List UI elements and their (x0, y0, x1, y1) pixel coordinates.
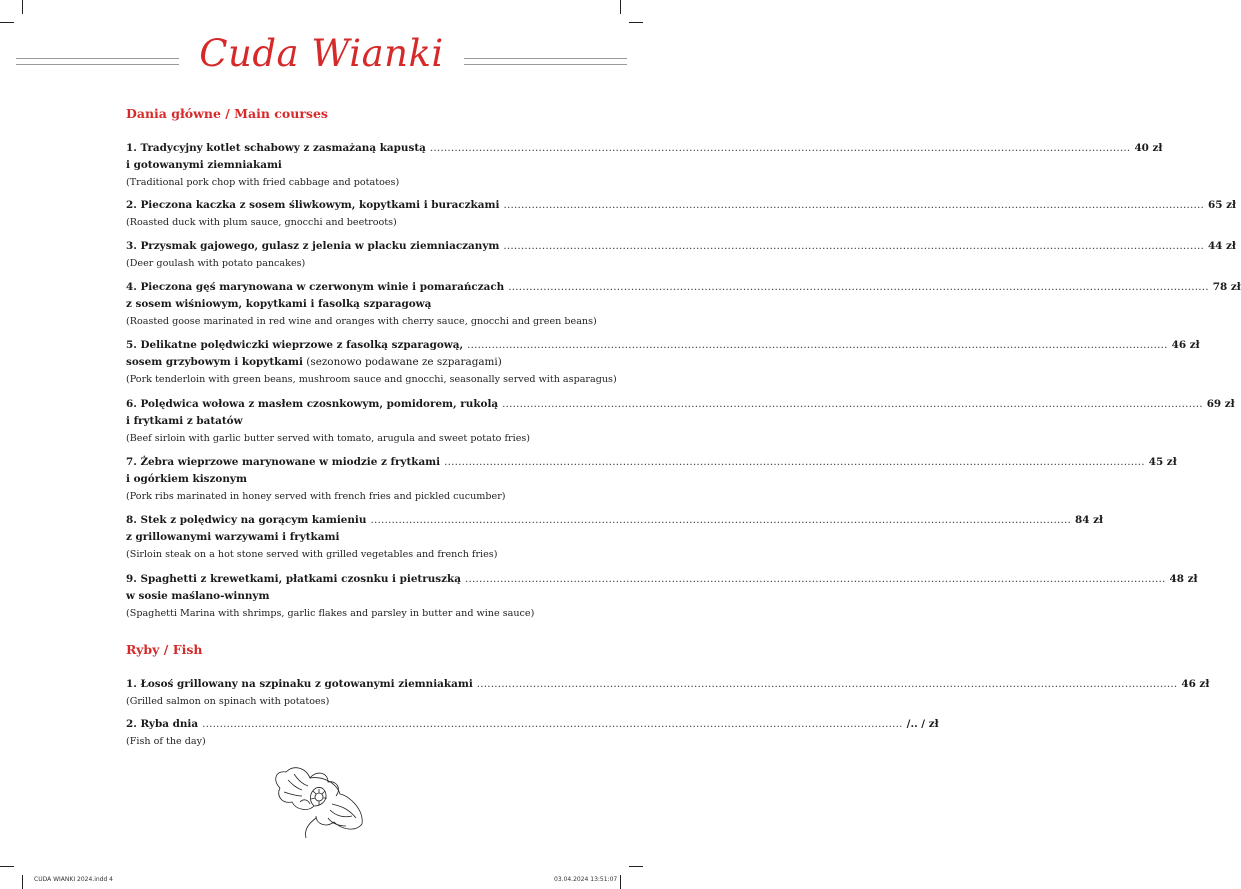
menu-item-line (126, 454, 1177, 471)
dish-translation: (Pork ribs marinated in honey served with french fries and pickled cucumber) (126, 491, 506, 502)
leader-dots: ........................................................................................................................................................................................................ (503, 199, 1205, 211)
leader-dots: ........................................................................................................................................................................................................ (503, 240, 1204, 252)
dish-price: 65 zł (1208, 199, 1236, 211)
menu-item (126, 140, 1163, 191)
dish-translation: (Sirloin steak on a hot stone served with grilled vegetables and french fries) (126, 549, 498, 560)
dish-name: 8. Stek z polędwicy na gorącym kamieniu (126, 514, 367, 526)
menu-item (126, 676, 1210, 710)
leader-dots: ........................................................................................................................................................................................................ (508, 281, 1209, 293)
dish-price: 46 zł (1171, 339, 1200, 351)
dish-price: 44 zł (1207, 240, 1236, 252)
dish-translation: (Pork tenderloin with green beans, mushroom sauce and gnocchi, seasonally served with asparagus) (126, 374, 617, 385)
dish-name-line2: i ogórkiem kiszonym (126, 473, 247, 485)
dish-name: 4. Pieczona gęś marynowana w czerwonym winie i pomarańczach (126, 281, 505, 293)
dish-price: 45 zł (1148, 456, 1177, 468)
dish-translation: (Spaghetti Marina with shrimps, garlic flakes and parsley in butter and wine sauce) (126, 608, 535, 619)
dish-name-cont (126, 588, 552, 605)
menu-item-line (126, 197, 1236, 214)
dish-name: 3. Przysmak gajowego, gulasz z jelenia w placku ziemniaczanym (126, 240, 500, 252)
leader-dots: ........................................................................................................................................................................................................ (444, 456, 1145, 468)
dish-name-cont (126, 354, 552, 371)
menu-item (126, 337, 1200, 388)
menu-item-line (126, 396, 1235, 413)
menu-item (126, 238, 1236, 272)
dish-price: /.. / zł (906, 718, 939, 730)
dish-price: 40 zł (1134, 142, 1163, 154)
crop-mark (22, 0, 23, 14)
dish-name-cont (126, 471, 552, 488)
brand-logo: Cuda Wianki (199, 32, 444, 75)
dish-name-line2: i gotowanymi ziemniakami (126, 159, 282, 171)
dish-translation: (Deer goulash with potato pancakes) (126, 258, 306, 269)
menu-item-line (126, 337, 1200, 354)
dish-name-line2: z grillowanymi warzywami i frytkami (126, 531, 340, 543)
dish-price: 84 zł (1075, 514, 1103, 526)
menu-item-line (126, 716, 939, 733)
menu-item (126, 716, 939, 750)
crop-mark (0, 866, 14, 867)
menu-item (126, 279, 1241, 330)
crop-mark (620, 0, 621, 14)
dish-name-line2: z sosem wiśniowym, kopytkami i fasolką szparagową (126, 298, 432, 310)
crop-mark (620, 875, 621, 889)
leader-dots: ........................................................................................................................................................................................................ (370, 514, 1072, 526)
menu-item (126, 197, 1236, 231)
menu-item (126, 512, 1103, 563)
dish-translation: (Grilled salmon on spinach with potatoes) (126, 696, 330, 707)
footer-timestamp: 03.04.2024 13:51:07 (554, 876, 618, 883)
dish-translation: (Fish of the day) (126, 736, 206, 747)
poppy-flower-icon (270, 760, 370, 840)
crop-mark (0, 22, 14, 23)
section-title-fish: Ryby / Fish (126, 642, 203, 657)
dish-name-line2: sosem grzybowym i kopytkami (126, 356, 303, 368)
dish-name-cont (126, 296, 552, 313)
leader-dots: ........................................................................................................................................................................................................ (467, 339, 1168, 351)
dish-name-cont (126, 529, 552, 546)
dish-name-line2: i frytkami z batatów (126, 415, 243, 427)
crop-mark (629, 866, 643, 867)
footer-file: CUDA WIANKI 2024.indd 4 (34, 876, 114, 883)
dish-name-line2: w sosie maślano-winnym (126, 590, 270, 602)
crop-mark (629, 22, 643, 23)
dish-price: 78 zł (1212, 281, 1241, 293)
menu-item-line (126, 140, 1163, 157)
menu-item-line (126, 279, 1241, 296)
dish-name: 5. Delikatne polędwiczki wieprzowe z fasolką szparagową, (126, 339, 464, 351)
dish-name-cont (126, 413, 552, 430)
dish-note: (sezonowo podawane ze szparagami) (303, 356, 502, 368)
dish-name: 1. Tradycyjny kotlet schabowy z zasmażaną kapustą (126, 142, 426, 154)
menu-item (126, 454, 1177, 505)
leader-dots: ........................................................................................................................................................................................................ (202, 718, 903, 730)
leader-dots: ........................................................................................................................................................................................................ (476, 678, 1178, 690)
menu-item-line (126, 571, 1198, 588)
dish-price: 48 zł (1169, 573, 1198, 585)
menu-item (126, 396, 1235, 447)
leader-dots: ........................................................................................................................................................................................................ (502, 398, 1203, 410)
dish-name: 9. Spaghetti z krewetkami, płatkami czosnku i pietruszką (126, 573, 461, 585)
dish-translation: (Beef sirloin with garlic butter served with tomato, arugula and sweet potato fries) (126, 433, 531, 444)
dish-price: 69 zł (1206, 398, 1235, 410)
menu-item-line (126, 676, 1210, 693)
dish-price: 46 zł (1181, 678, 1210, 690)
dish-translation: (Roasted goose marinated in red wine and oranges with cherry sauce, gnocchi and green beans) (126, 316, 597, 327)
menu-item-line (126, 512, 1103, 529)
section-title-main: Dania główne / Main courses (126, 106, 328, 121)
crop-mark (22, 875, 23, 889)
menu-item-line (126, 238, 1236, 255)
dish-translation: (Traditional pork chop with fried cabbage and potatoes) (126, 177, 400, 188)
dish-name: 2. Ryba dnia (126, 718, 199, 730)
dish-name: 2. Pieczona kaczka z sosem śliwkowym, kopytkami i buraczkami (126, 199, 500, 211)
leader-dots: ........................................................................................................................................................................................................ (429, 142, 1131, 154)
dish-name-cont (126, 157, 552, 174)
menu-item (126, 571, 1198, 622)
dish-name: 7. Żebra wieprzowe marynowane w miodzie z frytkami (126, 456, 441, 468)
dish-translation: (Roasted duck with plum sauce, gnocchi and beetroots) (126, 217, 397, 228)
dish-name: 1. Łosoś grillowany na szpinaku z gotowanymi ziemniakami (126, 678, 473, 690)
dish-name: 6. Polędwica wołowa z masłem czosnkowym, pomidorem, rukolą (126, 398, 499, 410)
leader-dots: ........................................................................................................................................................................................................ (464, 573, 1166, 585)
